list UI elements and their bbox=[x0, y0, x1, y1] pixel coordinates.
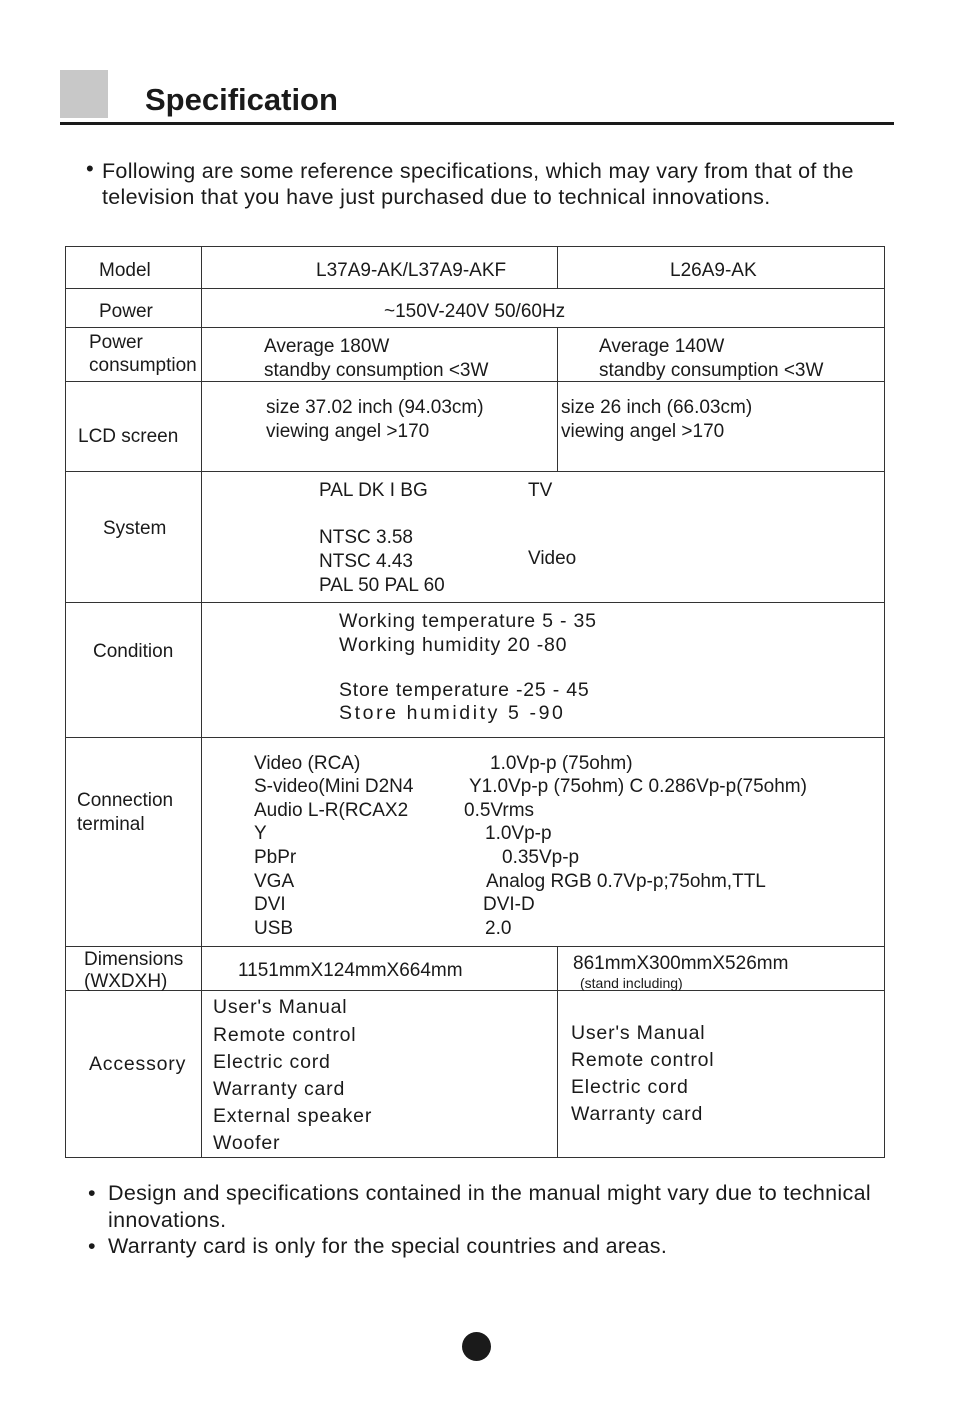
accessory-a-item: Woofer bbox=[213, 1132, 281, 1154]
row-divider bbox=[66, 327, 884, 328]
power-value: ~150V-240V 50/60Hz bbox=[384, 301, 566, 322]
label-model: Model bbox=[99, 260, 151, 281]
row-divider bbox=[66, 288, 884, 289]
label-condition: Condition bbox=[93, 641, 174, 662]
connection-value: Analog RGB 0.7Vp-p;75ohm,TTL bbox=[486, 871, 766, 892]
connection-value: 2.0 bbox=[485, 918, 512, 939]
connection-name: S-video(Mini D2N4 bbox=[254, 776, 414, 797]
dimensions-a: 1151mmX124mmX664mm bbox=[238, 960, 463, 981]
connection-value: 1.0Vp-p bbox=[485, 823, 552, 844]
note-text: Design and specifications contained in the manual might vary due to technical innovations. bbox=[108, 1181, 871, 1232]
lcd-a-angle: viewing angel >170 bbox=[266, 421, 430, 442]
row-divider bbox=[66, 990, 884, 991]
connection-name: VGA bbox=[254, 871, 295, 892]
label-power: Power bbox=[99, 301, 153, 322]
connection-value: 1.0Vp-p (75ohm) bbox=[490, 753, 633, 774]
note-item bbox=[88, 1180, 888, 1233]
column-divider bbox=[557, 327, 558, 471]
power-consumption-b-standby: standby consumption <3W bbox=[599, 360, 824, 381]
connection-name: Video (RCA) bbox=[254, 753, 361, 774]
connection-name: PbPr bbox=[254, 847, 297, 868]
label-lcd-screen: LCD screen bbox=[78, 426, 179, 447]
lcd-b-size: size 26 inch (66.03cm) bbox=[561, 397, 753, 418]
footer-notes bbox=[88, 1180, 888, 1260]
bullet-icon: • bbox=[88, 1181, 96, 1205]
label-power-consumption-1: Power bbox=[89, 332, 143, 353]
power-consumption-a-average: Average 180W bbox=[264, 336, 390, 357]
model-a: L37A9-AK/L37A9-AKF bbox=[316, 260, 507, 281]
condition-working-humidity: Working humidity 20 -80 bbox=[339, 634, 568, 656]
accessory-a-item: External speaker bbox=[213, 1105, 373, 1127]
header-gray-square bbox=[60, 70, 108, 118]
label-dimensions-2: (WXDXH) bbox=[84, 971, 168, 992]
connection-name: Y bbox=[254, 823, 267, 844]
connection-name: DVI bbox=[254, 894, 286, 915]
bullet-icon: • bbox=[88, 1234, 96, 1258]
system-video-3: PAL 50 PAL 60 bbox=[319, 575, 445, 596]
system-video-2: NTSC 4.43 bbox=[319, 551, 413, 572]
intro-paragraph bbox=[86, 158, 876, 210]
accessory-b-item: Warranty card bbox=[571, 1103, 704, 1125]
lcd-b-angle: viewing angel >170 bbox=[561, 421, 725, 442]
dimensions-b: 861mmX300mmX526mm bbox=[573, 953, 789, 974]
page-marker-icon bbox=[462, 1332, 491, 1361]
accessory-b-item: Electric cord bbox=[571, 1076, 689, 1098]
label-accessory: Accessory bbox=[89, 1053, 187, 1075]
label-dimensions-1: Dimensions bbox=[84, 949, 184, 970]
connection-value: Y1.0Vp-p (75ohm) C 0.286Vp-p(75ohm) bbox=[469, 776, 807, 797]
condition-store-temperature: Store temperature -25 - 45 bbox=[339, 679, 590, 701]
power-consumption-a-standby: standby consumption <3W bbox=[264, 360, 489, 381]
connection-name: USB bbox=[254, 918, 294, 939]
accessory-a-item: Remote control bbox=[213, 1024, 357, 1046]
column-divider bbox=[557, 946, 558, 1157]
connection-value: 0.35Vp-p bbox=[502, 847, 580, 868]
connection-name: Audio L-R(RCAX2 bbox=[254, 800, 409, 821]
condition-working-temperature: Working temperature 5 - 35 bbox=[339, 610, 597, 632]
accessory-a-item: User's Manual bbox=[213, 996, 348, 1018]
row-divider bbox=[66, 471, 884, 472]
lcd-a-size: size 37.02 inch (94.03cm) bbox=[266, 397, 484, 418]
system-video-label: Video bbox=[528, 548, 577, 569]
row-divider bbox=[66, 737, 884, 738]
connection-value: DVI-D bbox=[483, 894, 535, 915]
spec-table bbox=[65, 246, 885, 1158]
system-video-1: NTSC 3.58 bbox=[319, 527, 413, 548]
row-divider bbox=[66, 602, 884, 603]
accessory-a-item: Electric cord bbox=[213, 1051, 331, 1073]
power-consumption-b-average: Average 140W bbox=[599, 336, 725, 357]
label-power-consumption-2: consumption bbox=[89, 355, 197, 376]
note-item bbox=[88, 1233, 888, 1260]
bullet-icon: • bbox=[86, 156, 95, 181]
label-system: System bbox=[103, 518, 167, 539]
label-connection-1: Connection bbox=[77, 790, 174, 811]
connection-value: 0.5Vrms bbox=[464, 800, 535, 821]
column-divider bbox=[201, 247, 202, 1157]
accessory-b-item: Remote control bbox=[571, 1049, 715, 1071]
model-b: L26A9-AK bbox=[670, 260, 757, 281]
page-title: Specification bbox=[145, 82, 338, 117]
accessory-b-item: User's Manual bbox=[571, 1022, 706, 1044]
column-divider bbox=[557, 247, 558, 288]
accessory-a-item: Warranty card bbox=[213, 1078, 346, 1100]
header-rule bbox=[60, 122, 894, 125]
dimensions-b-note: (stand including) bbox=[580, 975, 683, 991]
row-divider bbox=[66, 946, 884, 947]
condition-store-humidity: Store humidity 5 -90 bbox=[339, 702, 566, 724]
note-text: Warranty card is only for the special countries and areas. bbox=[108, 1234, 668, 1258]
system-tv-standards: PAL DK I BG bbox=[319, 480, 428, 501]
system-tv-label: TV bbox=[528, 480, 553, 501]
label-connection-2: terminal bbox=[77, 814, 145, 835]
intro-text: Following are some reference specifications, which may vary from that of the television that you have just purchased due to technical innovations. bbox=[102, 159, 854, 209]
